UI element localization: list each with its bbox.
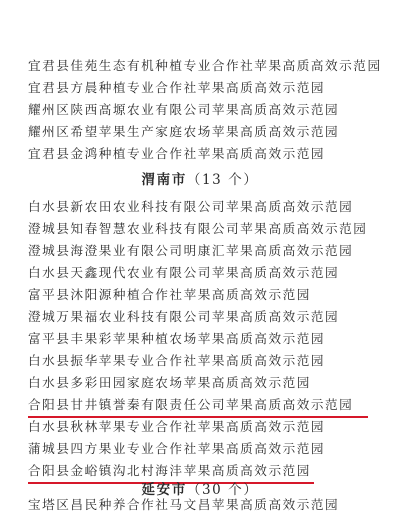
list-item-highlighted: 合阳县甘井镇誉秦有限责任公司苹果高质高效示范园 bbox=[28, 397, 354, 412]
list-item: 富平县沐阳源种植合作社苹果高质高效示范园 bbox=[28, 287, 311, 302]
list-item: 宝塔区昌民种养合作社马文昌苹果高质高效示范园 bbox=[28, 498, 340, 512]
list-item: 耀州区陕西高塬农业有限公司苹果高质高效示范园 bbox=[28, 102, 340, 117]
section-heading-weinan bbox=[0, 168, 400, 192]
section-heading-name: 延安市 bbox=[141, 482, 187, 498]
list-item-highlighted: 合阳县金峪镇沟北村海沣苹果高质高效示范园 bbox=[28, 463, 311, 478]
section-heading-name: 渭南市 bbox=[141, 172, 187, 188]
list-item: 富平县丰果彩苹果种植农场苹果高质高效示范园 bbox=[28, 331, 326, 346]
list-item: 白水县天鑫现代农业有限公司苹果高质高效示范园 bbox=[28, 265, 340, 280]
list-item: 白水县多彩田园家庭农场苹果高质高效示范园 bbox=[28, 375, 311, 390]
list-item: 宜君县佳苑生态有机种植专业合作社苹果高质高效示范园 bbox=[28, 58, 382, 73]
list-item: 白水县新农田农业科技有限公司苹果高质高效示范园 bbox=[28, 199, 354, 214]
list-item: 蒲城县四方果业专业合作社苹果高质高效示范园 bbox=[28, 441, 326, 456]
list-item: 宜君县方晨种植专业合作社苹果高质高效示范园 bbox=[28, 80, 326, 95]
list-item: 澄城县海澄果业有限公司明康汇苹果高质高效示范园 bbox=[28, 243, 354, 258]
list-item: 澄城万果福农业科技有限公司苹果高质高效示范园 bbox=[28, 309, 340, 324]
list-item: 澄城县知春智慧农业科技有限公司苹果高质高效示范园 bbox=[28, 221, 368, 236]
list-item: 白水县振华苹果专业合作社苹果高质高效示范园 bbox=[28, 353, 326, 368]
list-item: 白水县秋林苹果专业合作社苹果高质高效示范园 bbox=[28, 419, 326, 434]
list-item: 耀州区希望苹果生产家庭农场苹果高质高效示范园 bbox=[28, 124, 340, 139]
list-item: 宜君县金鸿种植专业合作社苹果高质高效示范园 bbox=[28, 146, 326, 161]
section-heading-count: （13 个） bbox=[186, 172, 259, 188]
section-heading-count: （30 个） bbox=[186, 482, 259, 498]
